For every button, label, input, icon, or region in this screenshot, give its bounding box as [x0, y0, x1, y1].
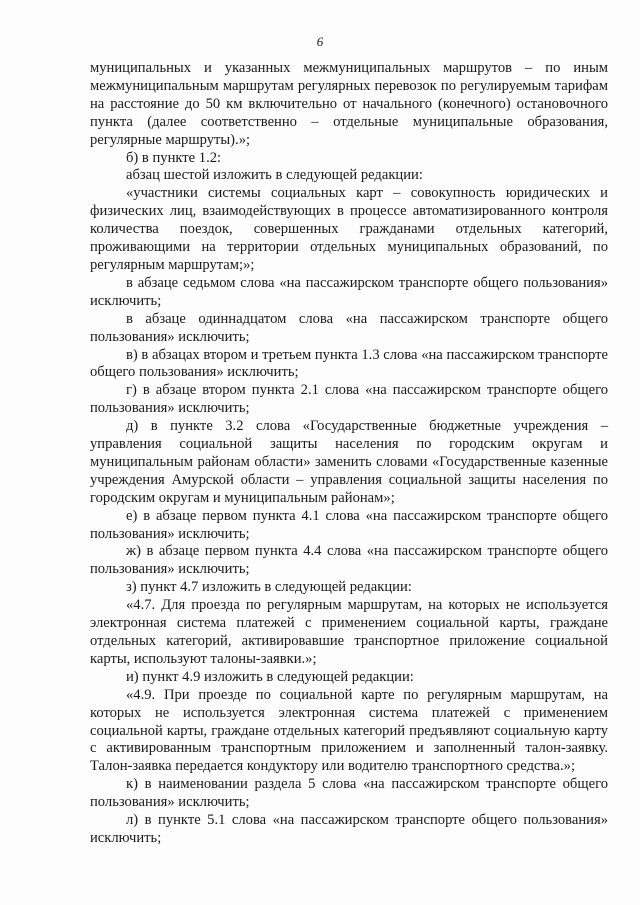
paragraph-7: в) в абзацах втором и третьем пункта 1.3 слова «на пассажирском транспорте общего пользования» исключить;	[90, 346, 608, 381]
paragraph-8: г) в абзаце втором пункта 2.1 слова «на пассажирском транспорте общего пользования» исключить;	[90, 382, 608, 417]
paragraph-11: ж) в абзаце первом пункта 4.4 слова «на пассажирском транспорте общего пользования» исключить;	[90, 543, 608, 578]
paragraph-14: и) пункт 4.9 изложить в следующей редакции:	[126, 668, 414, 685]
paragraph-17: л) в пункте 5.1 слова «на пассажирском транспорте общего пользования» исключить;	[90, 812, 608, 846]
paragraph-2: б) в пункте 1.2:	[126, 149, 222, 166]
paragraph-9: д) в пункте 3.2 слова «Государственные бюджетные учреждения – управления социальной защиты населения по городским округам и муниципальным районам области» заменить словами «Государственные казенные учреждения Амурской области – управления социальной защиты населения по городским округам и муниципальным районам»;	[90, 418, 608, 506]
paragraph-6: в абзаце одиннадцатом слова «на пассажирском транспорте общего пользования» исключить;	[90, 310, 608, 345]
paragraph-4: «участники системы социальных карт – совокупность юридических и физических лиц, взаимодействующих в процессе автоматизированного контроля количества поездок, совершенных гражданами отдельных категорий, проживающими на территории отдельных муниципальных образований, по регулярным маршрутам;»;	[90, 185, 608, 273]
paragraph-1: муниципальных и указанных межмуниципальных маршрутов – по иным межмуниципальным маршрутам регулярных перевозок по регулируемым тарифам на расстояние до 50 км включительно от начального (конечного) остановочного пункта (далее соответственно – отдельные муниципальные образования, регулярные маршруты).»;	[90, 60, 608, 148]
paragraph-3: абзац шестой изложить в следующей редакции:	[126, 167, 423, 184]
paragraph-12: з) пункт 4.7 изложить в следующей редакции:	[126, 579, 412, 596]
paragraph-5: в абзаце седьмом слова «на пассажирском транспорте общего пользования» исключить;	[90, 274, 608, 309]
paragraph-15: «4.9. При проезде по социальной карте по регулярным маршрутам, на которых не используется электронная система платежей с применением социальной карты, граждане отдельных категорий предъявляют социальную карту с активированным транспортным приложением и заполненный талон-заявку. Талон-заявка передается кондуктору или водителю транспортного средства.»;	[90, 686, 608, 775]
paragraph-13: «4.7. Для проезда по регулярным маршрутам, на которых не используется электронная система платежей с применением социальной карты, граждане отдельных категорий, активировавшие транспортное приложение социальной карты, используют талоны-заявки.»;	[90, 597, 608, 667]
page-number: 6	[316, 34, 324, 49]
paragraph-16: к) в наименовании раздела 5 слова «на пассажирском транспорте общего пользования» исключить;	[90, 776, 608, 811]
document-body	[90, 60, 608, 848]
paragraph-10: е) в абзаце первом пункта 4.1 слова «на пассажирском транспорте общего пользования» исключить;	[90, 507, 608, 542]
